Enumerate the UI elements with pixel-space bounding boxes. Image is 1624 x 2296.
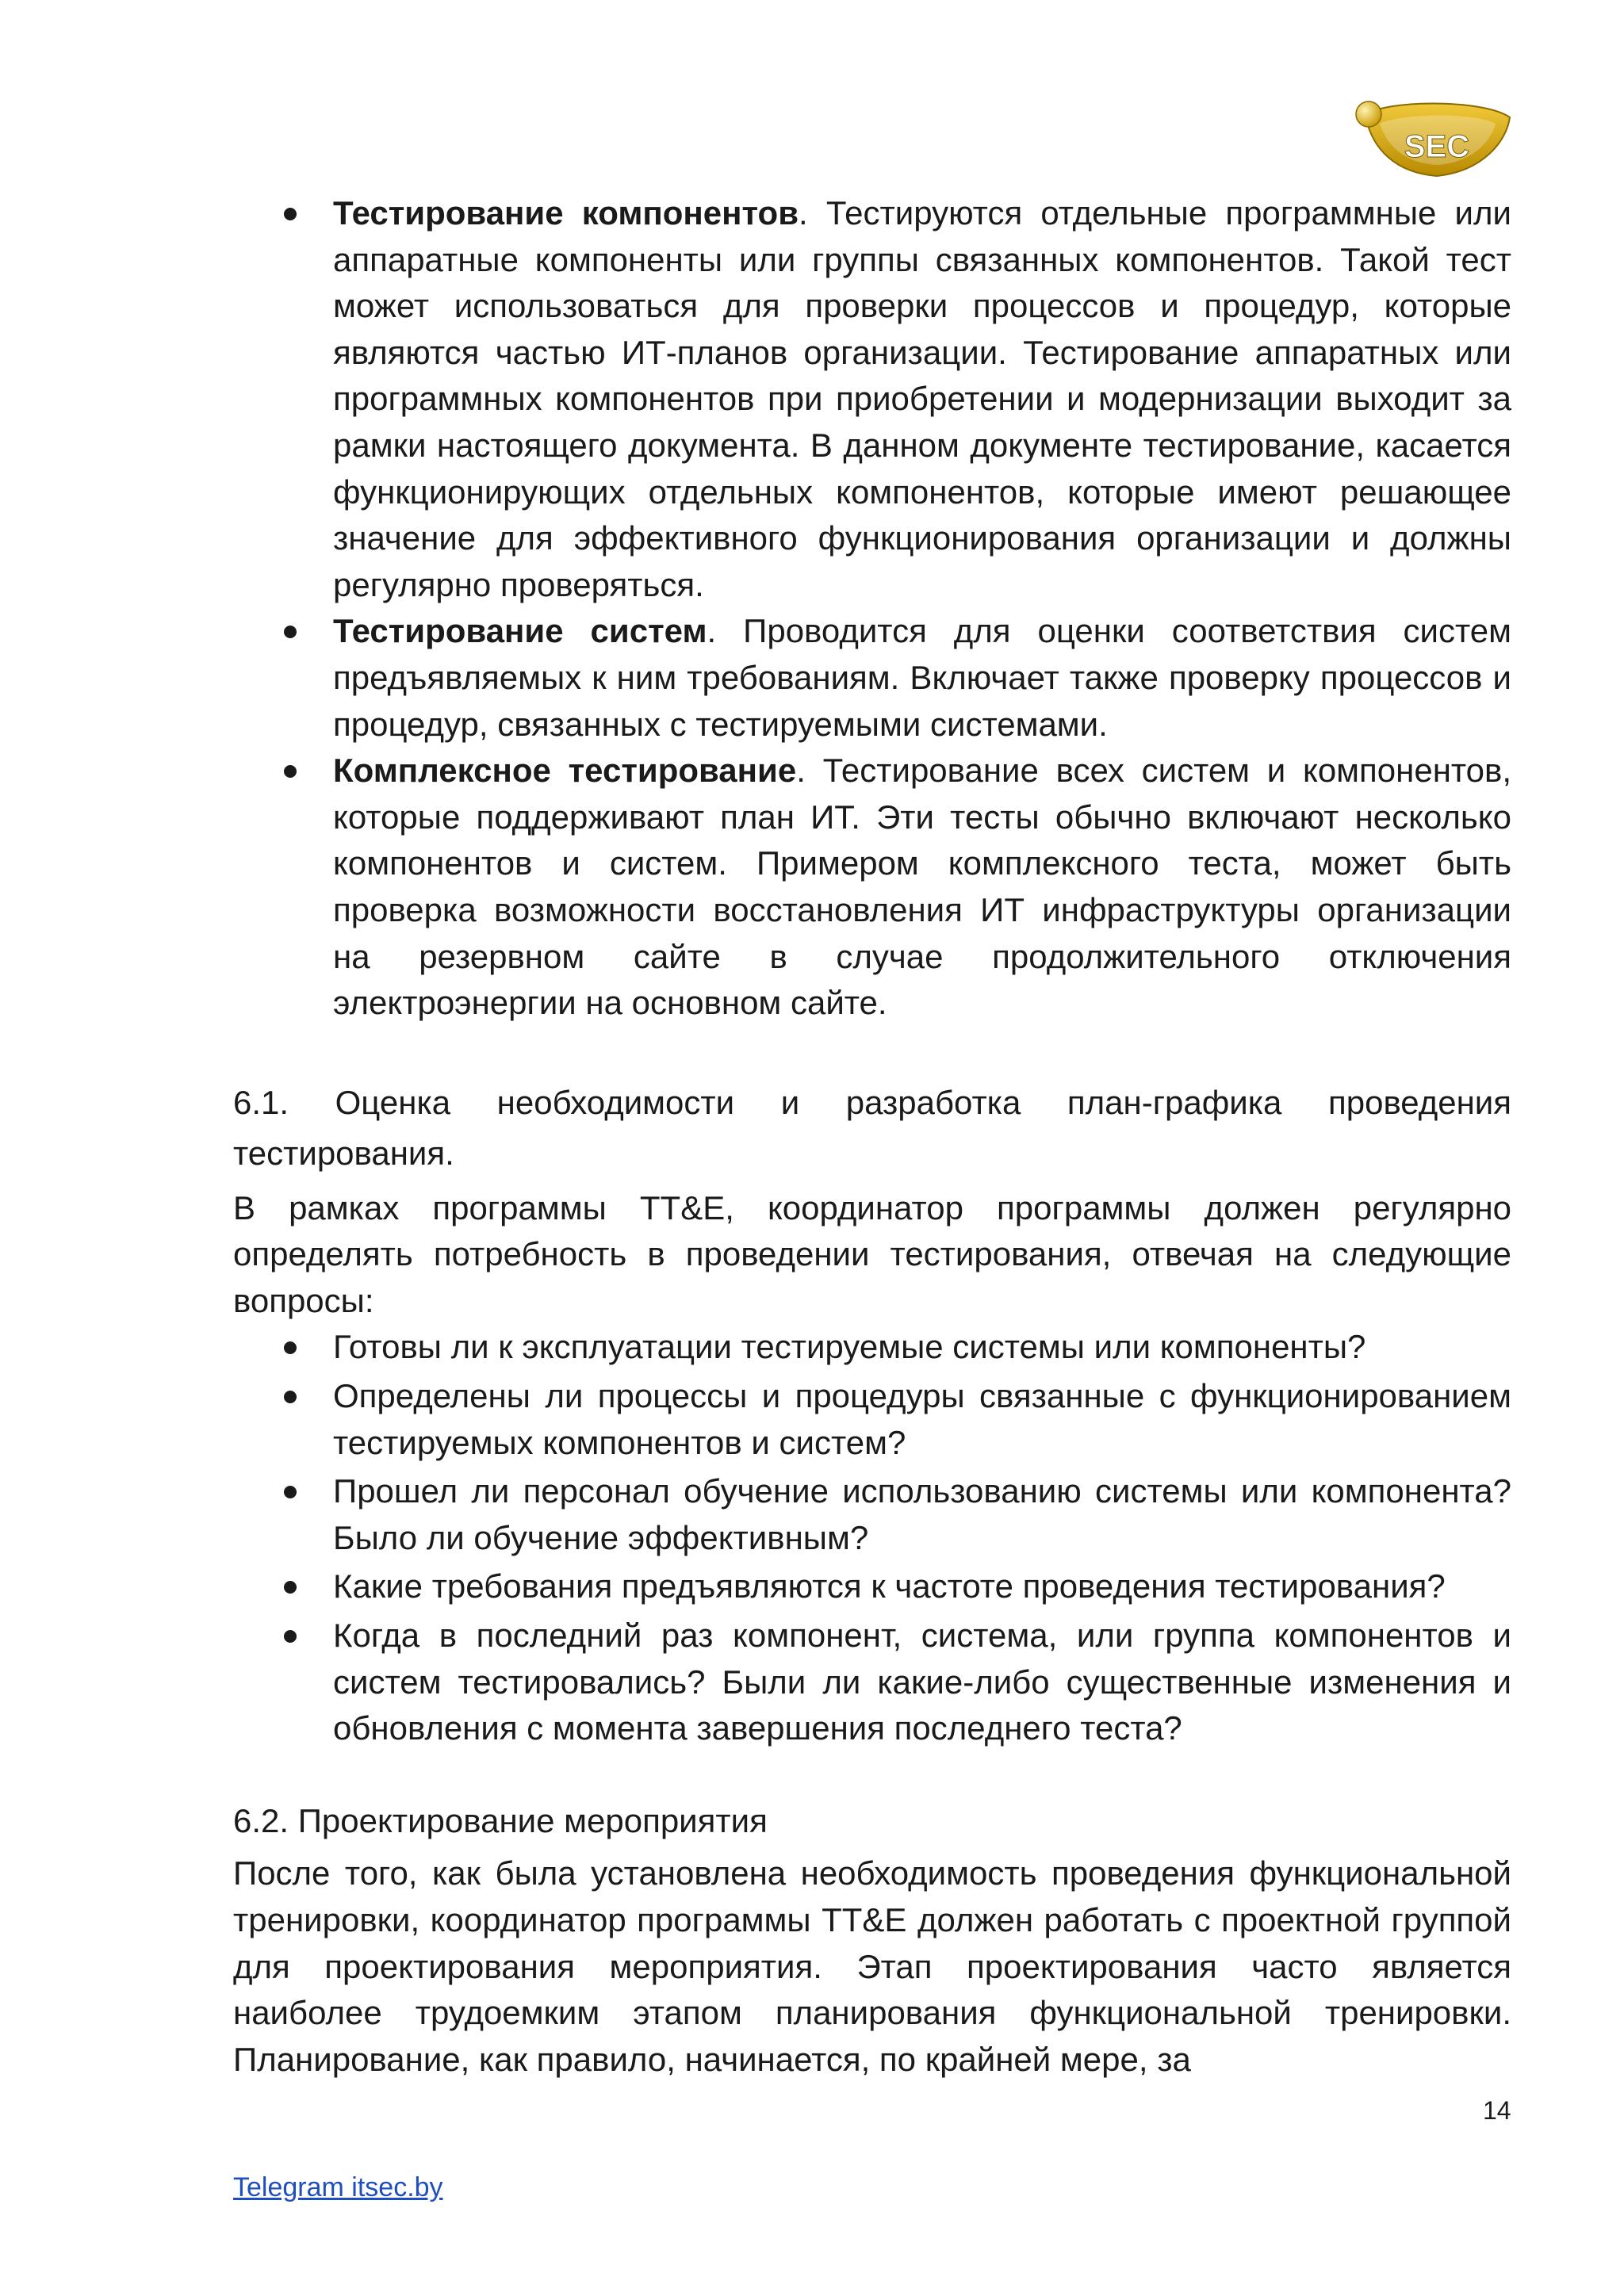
bullet-icon [284,1341,297,1354]
list-item [233,748,1511,1027]
logo-text: SEC [1404,129,1470,164]
term-label: Тестирование систем [333,612,707,650]
term-label: Тестирование компонентов [333,194,799,232]
list-item: Когда в последний раз компонент, система, или группа компонентов и систем тестировались? Были ли какие-либо существенные изменения и обновления с момента завершения последнего теста? [233,1613,1511,1752]
footer-telegram-link[interactable]: Telegram itsec.by [233,2172,443,2202]
list-item [233,608,1511,748]
list-item: Определены ли процессы и процедуры связанные с функционированием тестируемых компонентов и систем? [233,1373,1511,1466]
bullet-list-questions [233,1324,1511,1751]
section-heading-6-2: 6.2. Проектирование мероприятия [233,1801,768,1839]
term-label: Комплексное тестирование [333,752,797,790]
section-6-1-intro: В рамках программы TT&E, координатор программы должен регулярно определять потребность в проведении тестирования, отвечая на следующие вопросы: [233,1188,1511,1319]
term-description: . Тестирование всех систем и компонентов, которые поддерживают план ИТ. Эти тесты обычно включают несколько компонентов и систем. Примером комплексного теста, может быть проверка возможности восстановления ИТ инфраструктуры организации на резервном сайте в случае продолжительного отключения электроэнергии на основном сайте. [333,752,1512,1022]
bullet-list-testing-types [233,190,1511,1027]
list-item [233,190,1511,608]
bullet-icon [284,1630,297,1643]
section-heading-6-1: 6.1. Оценка необходимости и разработка план-графика проведения тестирования. [233,1083,1511,1172]
list-item: Готовы ли к эксплуатации тестируемые системы или компоненты? [233,1324,1511,1371]
list-item: Прошел ли персонал обучение использованию системы или компонента? Было ли обучение эффективным? [233,1468,1511,1561]
list-item: Какие требования предъявляются к частоте проведения тестирования? [233,1563,1511,1610]
bullet-icon [284,208,297,220]
bullet-icon [284,1391,297,1403]
bullet-icon [284,1581,297,1594]
page-number: 14 [1483,2096,1511,2125]
term-description: . Тестируются отдельные программные или аппаратные компоненты или группы связанных компонентов. Такой тест может использоваться для проверки процессов и процедур, которые являются частью ИТ-планов организации. Тестирование аппаратных или программных компонентов при приобретении и модернизации выходит за рамки настоящего документа. В данном документе тестирование, касается функционирующих отдельных компонентов, которые имеют решающее значение для эффективного функционирования организации и должны регулярно проверяться. [333,194,1511,603]
document-body [233,190,1511,2083]
bullet-icon [284,626,297,638]
sec-logo [1348,94,1515,181]
section-6-2-text: После того, как была установлена необходимость проведения функциональной тренировки, координатор программы TT&E должен работать с проектной группой для проектирования мероприятия. Этап проектирования часто является наиболее трудоемким этапом планирования функциональной тренировки. Планирование, как правило, начинается, по крайней мере, за [233,1854,1511,2078]
term-description: . Проводится для оценки соответствия систем предъявляемых к ним требованиям. Включает также проверку процессов и процедур, связанных с тестируемыми системами. [333,612,1511,743]
bullet-icon [284,1486,297,1498]
bullet-icon [284,765,297,778]
